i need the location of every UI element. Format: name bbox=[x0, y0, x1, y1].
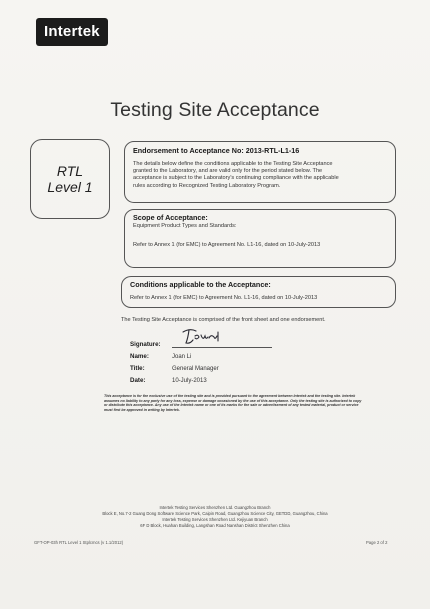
endorsement-line-2: granted to the Laboratory, and are valid only for the period stated below. The bbox=[133, 168, 323, 175]
signature-block bbox=[130, 336, 350, 384]
handwritten-signature bbox=[180, 326, 230, 346]
page-title: Testing Site Acceptance bbox=[110, 99, 320, 121]
footer-line-2: Block E, No.7-2 Guang Dong Software Science Park, Caipin Road, Guangzhou Science City, GETDD, Guangzhou, China bbox=[102, 511, 328, 516]
endorsement-line-1: The details below define the conditions applicable to the Testing Site Acceptance bbox=[133, 161, 333, 167]
page-number: Page 2 of 2 bbox=[366, 540, 388, 545]
intertek-logo: Intertek bbox=[36, 18, 108, 46]
liability-fine-print bbox=[104, 394, 399, 412]
date-label: Date: bbox=[130, 377, 146, 384]
conditions-reference: Refer to Annex 1 (for EMC) to Agreement No. L1-16, dated on 10-July-2013 bbox=[130, 295, 318, 301]
footer-line-3: Intertek Testing Services Shenzhen Ltd. Kejiyuan Branch bbox=[162, 517, 268, 522]
signature-row bbox=[130, 336, 350, 348]
address-footer bbox=[0, 505, 430, 529]
level-label: Level 1 bbox=[47, 179, 93, 195]
rtl-level-box bbox=[30, 139, 110, 219]
endorsement-box bbox=[124, 141, 396, 203]
scope-reference: Refer to Annex 1 (for EMC) to Agreement No. L1-16, dated on 10-July-2013 bbox=[133, 242, 321, 248]
composition-note: The Testing Site Acceptance is comprised of the front sheet and one endorsement. bbox=[121, 317, 326, 323]
signature-label: Signature: bbox=[130, 341, 161, 348]
conditions-box bbox=[121, 276, 396, 308]
footer-line-4: 6F D Block, Huahan Building, Langshan Road Nanshan District Shenzhen China bbox=[140, 523, 290, 528]
conditions-heading: Conditions applicable to the Acceptance: bbox=[130, 280, 271, 289]
endorsement-line-3: acceptance is subject to the Laboratory's continuing compliance with the applicable bbox=[133, 175, 339, 182]
title-value: General Manager bbox=[172, 366, 219, 372]
name-row bbox=[130, 348, 350, 360]
date-row bbox=[130, 372, 350, 384]
endorsement-heading: Endorsement to Acceptance No: 2013-RTL-L1-16 bbox=[133, 146, 300, 155]
fine-print-line-2: assumes no liability to any party for any loss, expense or damage occasioned by the use of this acceptance. Only the testing site is authorized to copy bbox=[104, 398, 362, 403]
date-value: 10-July-2013 bbox=[172, 378, 207, 384]
name-value: Joan Li bbox=[172, 354, 192, 360]
title-label: Title: bbox=[130, 365, 145, 372]
endorsement-line-4: rules according to Recognized Testing Laboratory Program. bbox=[133, 182, 281, 189]
name-label: Name: bbox=[130, 353, 149, 360]
footer-line-1: Intertek Testing Services Shenzhen Ltd. Guangzhou Branch bbox=[159, 505, 271, 510]
title-row bbox=[130, 360, 350, 372]
signature-line bbox=[172, 337, 272, 348]
document-reference: GFT-OP-03h RTL Level 1 Stplcmcs (v 1.1/2012) bbox=[34, 540, 124, 545]
fine-print-line-3: or distribute this acceptance. Any use of the Intertek name or one of its marks for the sale or advertisement of any tested material, product or service bbox=[104, 403, 359, 408]
rtl-label: RTL bbox=[56, 163, 84, 179]
scope-subheading: Equipment Product Types and Standards: bbox=[133, 223, 237, 229]
fine-print-line-1: This acceptance is for the exclusive use of the testing site and is provided pursuant to the agreement between Intertek and the testing site. Intertek bbox=[104, 394, 356, 398]
scope-heading: Scope of Acceptance: bbox=[133, 213, 208, 222]
fine-print-line-4: must first be approved in writing by Intertek. bbox=[104, 407, 180, 412]
scope-box bbox=[124, 209, 396, 268]
